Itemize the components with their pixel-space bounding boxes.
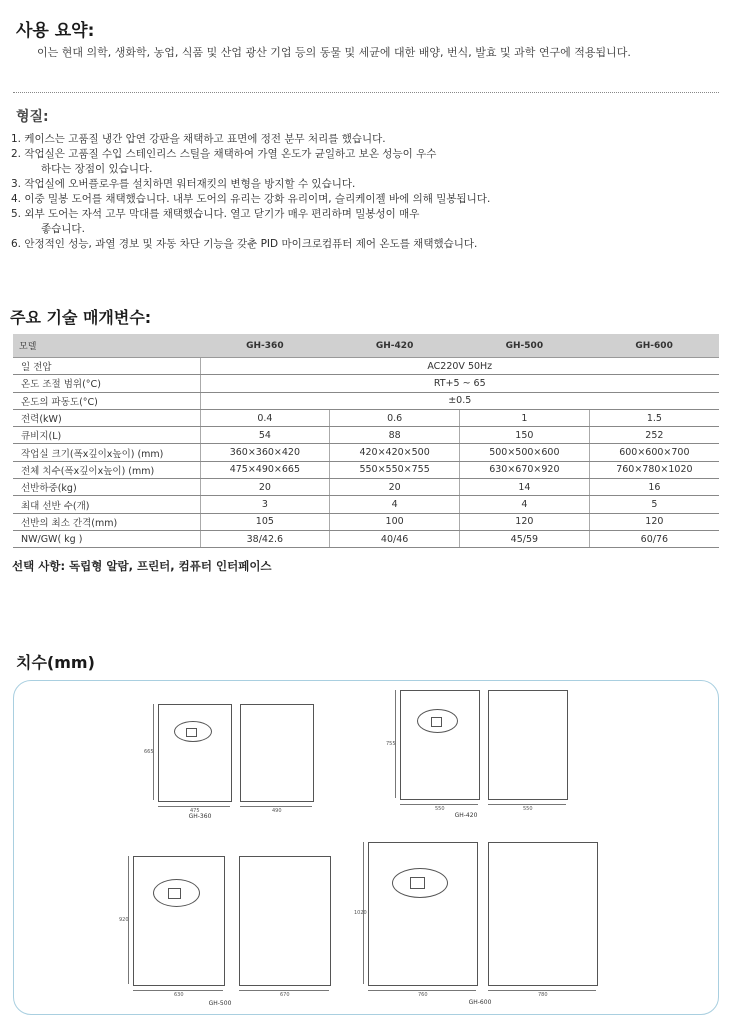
depth-label: 780: [538, 992, 548, 998]
table-row: [13, 513, 719, 530]
row-label: 작업실 크기(폭x깊이x높이) (mm): [13, 444, 200, 461]
header-gh600: GH-600: [589, 334, 719, 358]
cell: 630×670×920: [460, 461, 590, 478]
row-label: 최대 선반 수(개): [13, 496, 200, 513]
properties-title: 형질:: [16, 109, 49, 125]
height-label: 920: [119, 917, 129, 923]
cabinet-side: [239, 856, 331, 986]
model-label: GH-600: [468, 999, 492, 1006]
property-item: 2. 작업실은 고품질 수입 스테인리스 스틸을 채택하여 가열 온도가 균일하고 보온 성능이 우수: [11, 148, 437, 160]
depth-dimension-line: [240, 806, 312, 807]
table-row: [13, 530, 719, 547]
display-icon: [410, 877, 425, 889]
property-item: 하다는 장점이 있습니다.: [41, 163, 153, 175]
cell: 1: [460, 409, 590, 426]
spec-header-row: [13, 334, 719, 358]
table-row: [13, 496, 719, 513]
cell: 120: [589, 513, 719, 530]
spec-table: [13, 334, 719, 548]
cell: 100: [330, 513, 460, 530]
property-item: 3. 작업실에 오버플로우를 설치하면 워터재킷의 변형을 방지할 수 있습니다.: [11, 178, 356, 190]
width-label: 475: [190, 808, 200, 814]
height-label: 1020: [354, 910, 367, 916]
cell: 3: [200, 496, 330, 513]
cell: 45/59: [460, 530, 590, 547]
cell: 40/46: [330, 530, 460, 547]
cell: 500×500×600: [460, 444, 590, 461]
table-row: [13, 358, 719, 375]
table-row: [13, 444, 719, 461]
cell: 600×600×700: [589, 444, 719, 461]
cabinet-side: [488, 690, 568, 800]
depth-dimension-line: [488, 804, 566, 805]
row-label: 큐비지(L): [13, 427, 200, 444]
depth-dimension-line: [488, 990, 596, 991]
width-label: 630: [174, 992, 184, 998]
cabinet-front: [400, 690, 480, 800]
model-label: GH-500: [208, 1000, 232, 1007]
cell: 4: [330, 496, 460, 513]
cell: 252: [589, 427, 719, 444]
table-row: [13, 375, 719, 392]
property-item: 6. 안정적인 성능, 과열 경보 및 자동 차단 기능을 갖춘 PID 마이크로컴퓨터 제어 온도를 채택했습니다.: [11, 238, 478, 250]
cabinet-front: [368, 842, 478, 986]
property-item: 좋습니다.: [41, 223, 85, 235]
model-label: GH-360: [188, 813, 212, 820]
cell: 5: [589, 496, 719, 513]
row-label: 선반하중(kg): [13, 479, 200, 496]
cabinet-front: [158, 704, 232, 802]
property-item: 5. 외부 도어는 자석 고무 막대를 채택했습니다. 열고 닫기가 매우 편리하며 밀봉성이 매우: [11, 208, 420, 220]
cell: 0.6: [330, 409, 460, 426]
cabinet-front: [133, 856, 225, 986]
row-label: 온도 조절 범위(°C): [13, 375, 200, 392]
row-label: 온도의 파동도(°C): [13, 392, 200, 409]
cell: RT+5 ~ 65: [200, 375, 719, 392]
properties-list: [11, 132, 490, 252]
cell: 38/42.6: [200, 530, 330, 547]
table-row: [13, 461, 719, 478]
control-panel-icon: [153, 879, 200, 907]
property-item: 4. 이중 밀봉 도어를 채택했습니다. 내부 도어의 유리는 강화 유리이며, 슬리케이젤 바에 의해 밀봉됩니다.: [11, 193, 491, 205]
cell: 88: [330, 427, 460, 444]
table-row: [13, 427, 719, 444]
cell: ±0.5: [200, 392, 719, 409]
cell: 54: [200, 427, 330, 444]
depth-dimension-line: [239, 990, 329, 991]
cabinet-side: [488, 842, 598, 986]
row-label: NW/GW( kg ): [13, 530, 200, 547]
display-icon: [186, 728, 197, 737]
dimensions-panel: [13, 680, 719, 1015]
table-row: [13, 409, 719, 426]
header-gh420: GH-420: [330, 334, 460, 358]
control-panel-icon: [392, 868, 448, 898]
spec-title: 주요 기술 매개변수:: [10, 308, 152, 327]
cabinet-side: [240, 704, 314, 802]
depth-label: 670: [280, 992, 290, 998]
cell: 475×490×665: [200, 461, 330, 478]
cell: 14: [460, 479, 590, 496]
cell: 20: [200, 479, 330, 496]
width-label: 550: [435, 806, 445, 812]
width-dimension-line: [133, 990, 223, 991]
display-icon: [168, 888, 181, 899]
depth-label: 490: [272, 808, 282, 814]
header-gh360: GH-360: [200, 334, 330, 358]
width-label: 760: [418, 992, 428, 998]
header-model: 모델: [13, 334, 200, 358]
options-text: 선택 사항: 독립형 알람, 프린터, 컴퓨터 인터페이스: [12, 559, 272, 573]
header-gh500: GH-500: [460, 334, 590, 358]
model-label: GH-420: [454, 812, 478, 819]
table-row: [13, 392, 719, 409]
cell: 1.5: [589, 409, 719, 426]
row-label: 전체 치수(폭x깊이x높이) (mm): [13, 461, 200, 478]
cell: 360×360×420: [200, 444, 330, 461]
width-dimension-line: [368, 990, 476, 991]
cell: 0.4: [200, 409, 330, 426]
property-item: 1. 케이스는 고품질 냉간 압연 강판을 채택하고 표면에 정전 분무 처리를 했습니다.: [11, 133, 386, 145]
row-label: 전력(kW): [13, 409, 200, 426]
cell: 16: [589, 479, 719, 496]
dimensions-title: 치수(mm): [16, 653, 95, 672]
height-label: 665: [144, 749, 154, 755]
cell: AC220V 50Hz: [200, 358, 719, 375]
cell: 550×550×755: [330, 461, 460, 478]
width-dimension-line: [158, 806, 230, 807]
cell: 760×780×1020: [589, 461, 719, 478]
table-row: [13, 479, 719, 496]
cell: 60/76: [589, 530, 719, 547]
usage-text: 이는 현대 의학, 생화학, 농업, 식품 및 산업 광산 기업 등의 동물 및 세균에 대한 배양, 번식, 발효 및 과학 연구에 적용됩니다.: [37, 46, 631, 59]
width-dimension-line: [400, 804, 478, 805]
cell: 20: [330, 479, 460, 496]
divider: [13, 92, 719, 93]
row-label: 선반의 최소 간격(mm): [13, 513, 200, 530]
display-icon: [431, 717, 442, 727]
cell: 105: [200, 513, 330, 530]
depth-label: 550: [523, 806, 533, 812]
height-label: 755: [386, 741, 396, 747]
cell: 150: [460, 427, 590, 444]
cell: 4: [460, 496, 590, 513]
cell: 420×420×500: [330, 444, 460, 461]
cell: 120: [460, 513, 590, 530]
row-label: 일 전압: [13, 358, 200, 375]
usage-title: 사용 요약:: [16, 21, 95, 41]
